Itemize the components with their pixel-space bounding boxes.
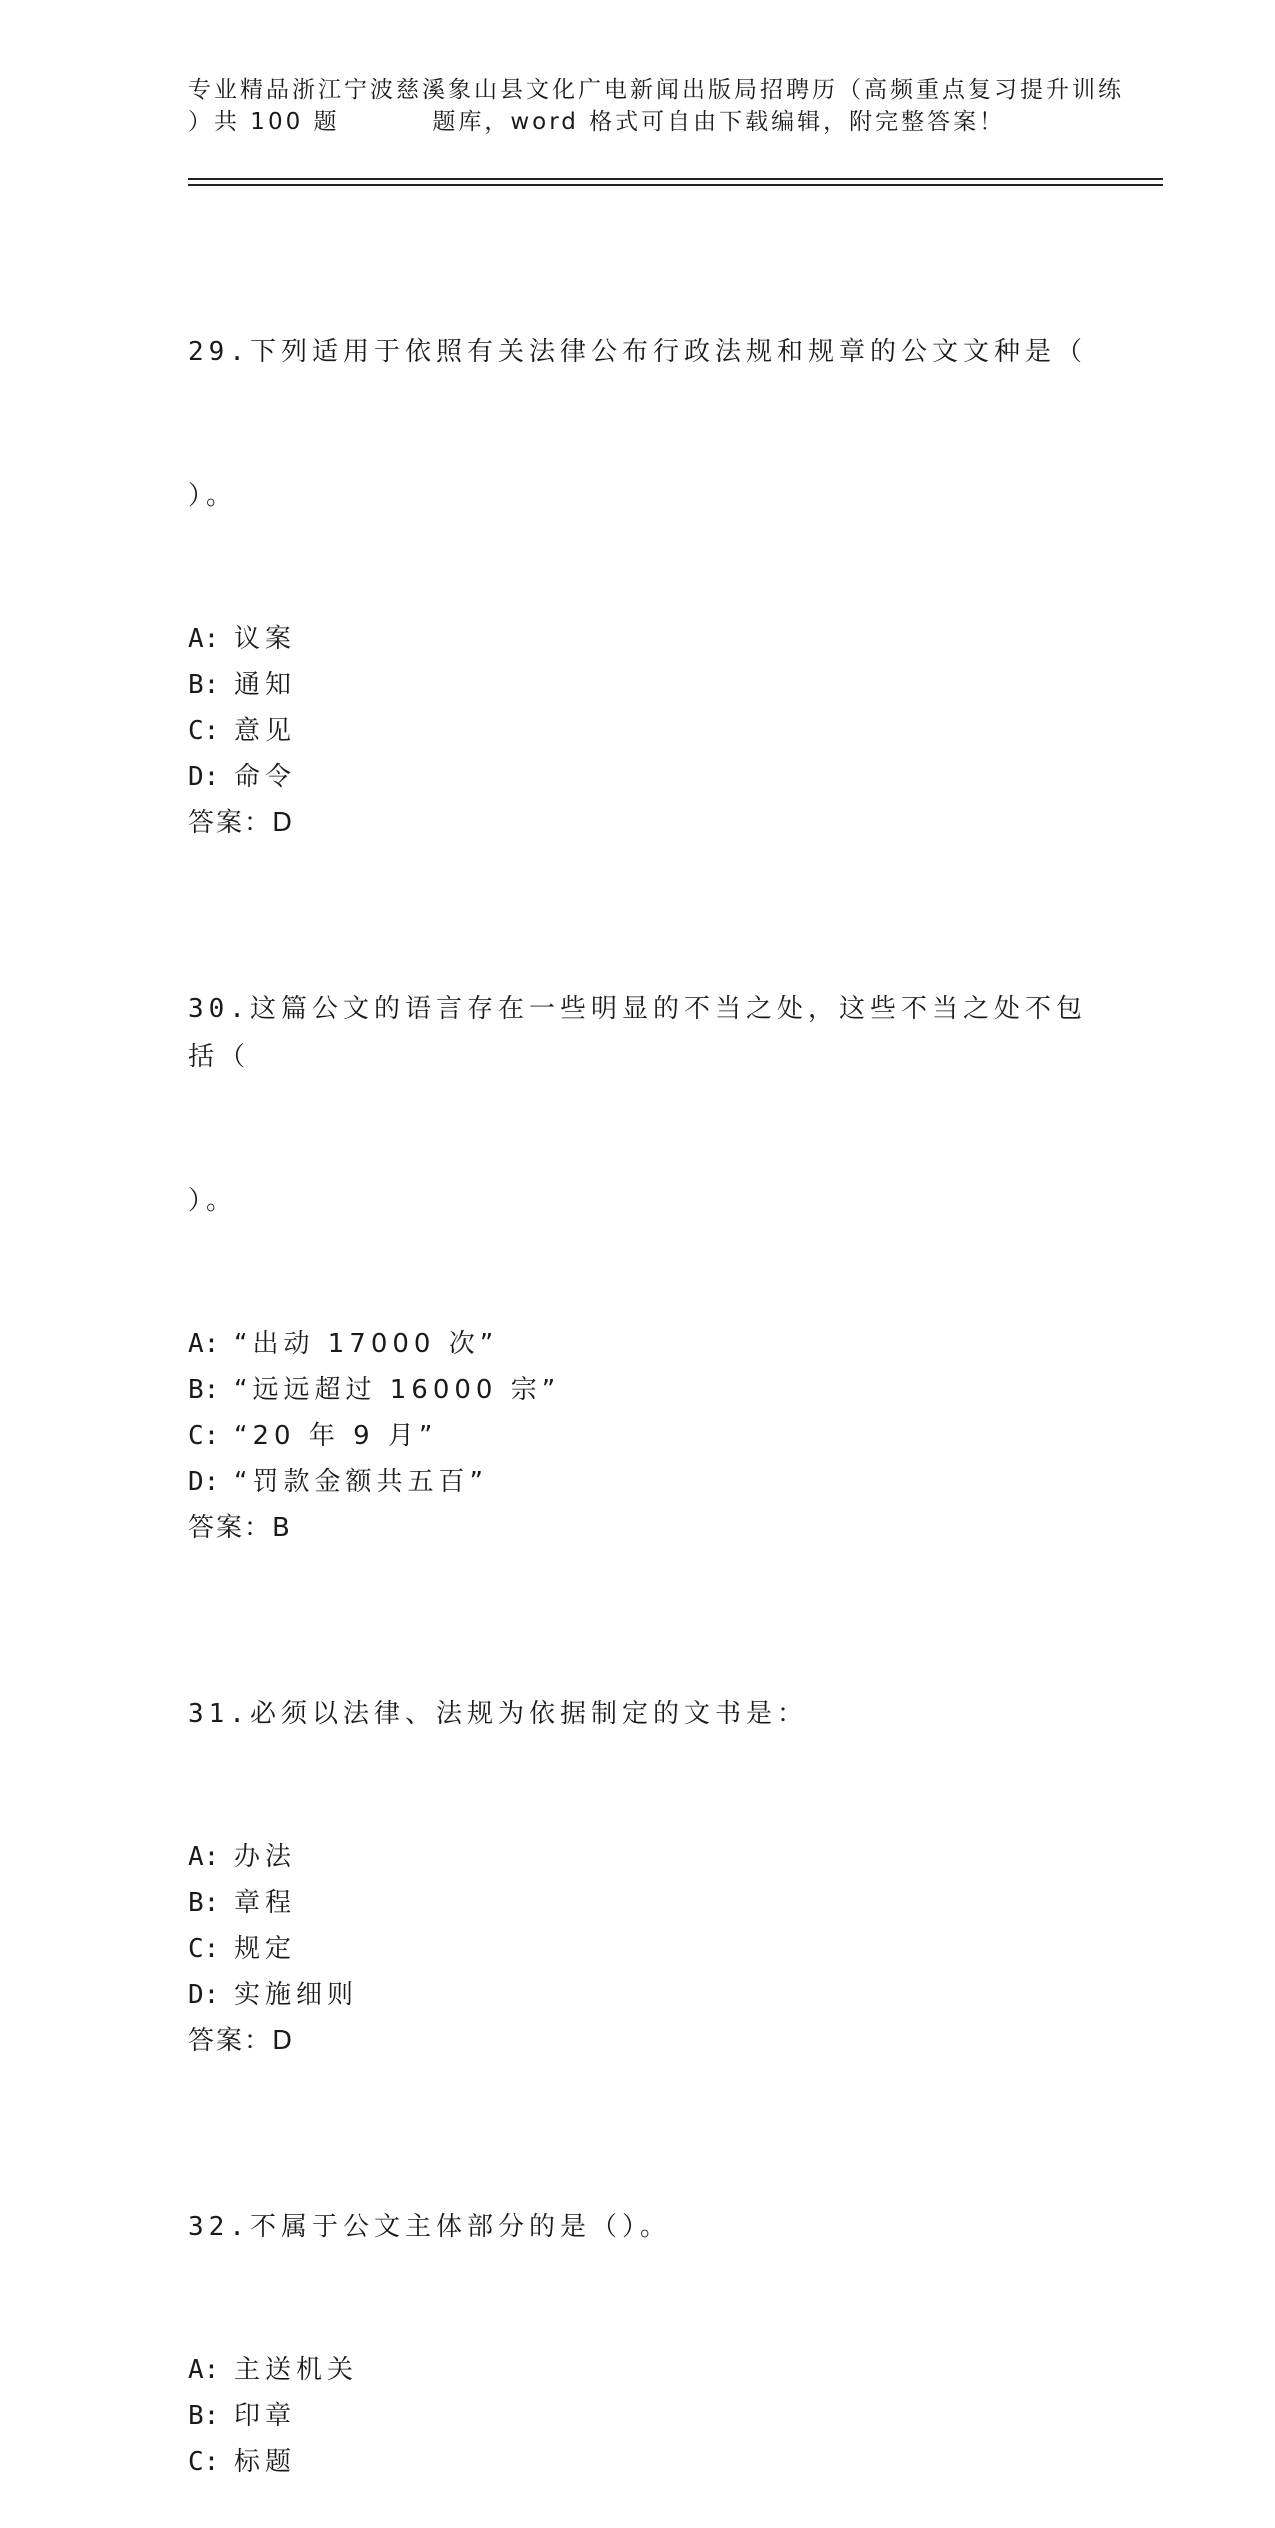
question-30 [188, 889, 1088, 1551]
option-b [188, 1367, 1088, 1413]
question-31 [188, 1594, 1088, 2064]
option-text: 章程 [234, 1888, 297, 1918]
option-letter: C: [188, 716, 220, 746]
option-letter: A: [188, 1842, 220, 1872]
question-29 [188, 232, 1088, 846]
option-b [188, 2393, 1088, 2439]
option-letter: D: [188, 1467, 220, 1497]
header-divider-top [188, 178, 1163, 180]
option-c [188, 708, 1088, 754]
option-letter: A: [188, 624, 220, 654]
question-stem-line: 31.必须以法律、法规为依据制定的文书是： [188, 1699, 808, 1729]
option-text: 主送机关 [234, 2355, 359, 2385]
option-b [188, 1880, 1088, 1926]
option-a [188, 1834, 1088, 1880]
option-d [188, 754, 1088, 800]
option-text: 通知 [234, 670, 297, 700]
question-stem-line: ）。 [188, 1186, 238, 1216]
option-c [188, 2439, 1088, 2485]
header-line-2: ）共 100 题 题库，word 格式可自由下载编辑，附完整答案！ [188, 109, 1006, 135]
answer-text: 答案：B [188, 1513, 292, 1543]
option-text: “出动 17000 次” [234, 1329, 499, 1359]
option-text: 办法 [234, 1842, 297, 1872]
option-letter: C: [188, 1934, 220, 1964]
option-text: “20 年 9 月” [234, 1421, 438, 1451]
option-a [188, 1321, 1088, 1367]
option-text: 标题 [234, 2447, 297, 2477]
option-letter: B: [188, 1888, 220, 1918]
question-stem-line: 29.下列适用于依照有关法律公布行政法规和规章的公文文种是（ [188, 337, 1087, 367]
option-text: 议案 [234, 624, 297, 654]
option-letter: C: [188, 1421, 220, 1451]
option-a [188, 2347, 1088, 2393]
option-letter: A: [188, 2355, 220, 2385]
answer-text: 答案：D [188, 808, 295, 838]
option-letter: A: [188, 1329, 220, 1359]
option-text: 实施细则 [234, 1980, 359, 2010]
option-letter: D: [188, 1980, 220, 2010]
question-stem-line: ）。 [188, 481, 238, 511]
option-c [188, 1413, 1088, 1459]
option-text: “远远超过 16000 宗” [234, 1375, 561, 1405]
question-stem [188, 1594, 1088, 1834]
option-text: “罚款金额共五百” [234, 1467, 488, 1497]
option-letter: B: [188, 1375, 220, 1405]
document-header [188, 74, 1124, 138]
question-list [188, 232, 1088, 2528]
question-stem-line: 30.这篇公文的语言存在一些明显的不当之处，这些不当之处不包括（ [188, 994, 1087, 1072]
option-text: 命令 [234, 762, 297, 792]
option-text: 意见 [234, 716, 297, 746]
option-text: 规定 [234, 1934, 297, 1964]
header-divider-bottom [188, 184, 1163, 186]
header-line-1: 专业精品浙江宁波慈溪象山县文化广电新闻出版局招聘历（高频重点复习提升训练 [188, 77, 1124, 103]
option-d [188, 1459, 1088, 1505]
option-letter: B: [188, 2401, 220, 2431]
answer-text: 答案：D [188, 2026, 295, 2056]
question-stem [188, 889, 1088, 1321]
option-letter: D: [188, 762, 220, 792]
option-b [188, 662, 1088, 708]
option-text: 印章 [234, 2401, 297, 2431]
question-stem [188, 232, 1088, 616]
question-32 [188, 2107, 1088, 2485]
option-a [188, 616, 1088, 662]
question-stem-line: 32.不属于公文主体部分的是（）。 [188, 2212, 671, 2242]
option-c [188, 1926, 1088, 1972]
question-stem [188, 2107, 1088, 2347]
option-letter: C: [188, 2447, 220, 2477]
option-d [188, 1972, 1088, 2018]
option-letter: B: [188, 670, 220, 700]
